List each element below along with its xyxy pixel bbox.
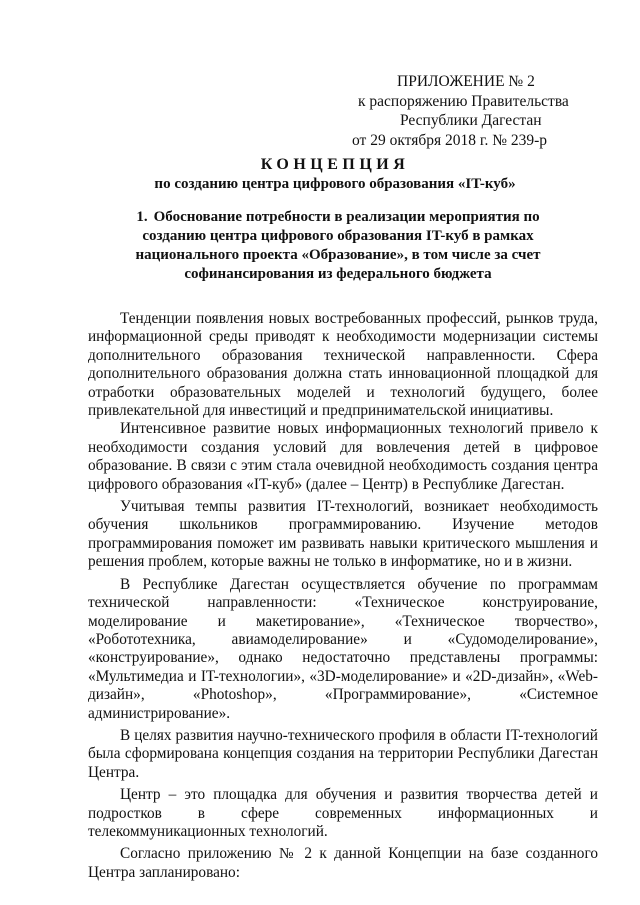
paragraph: Согласно приложению № 2 к данной Концепции на базе созданного Центра запланировано: bbox=[88, 845, 598, 881]
paragraph: Тенденции появления новых востребованных профессий, рынков труда, информационной среды приводят к необходимости модернизации системы дополнительного образования технической направленности. Сфера дополнительного образования должна стать инновационной площадкой для отработки образовательных моделей и технологий будущего, более привлекательной для инвестиций и предпринимательской инициативы. bbox=[88, 310, 598, 420]
annex-number: ПРИЛОЖЕНИЕ № 2 bbox=[397, 73, 535, 90]
paragraph: Учитывая темпы развития IT-технологий, возникает необходимость обучения школьников программированию. Изучение методов программирования поможет им развивать навыки критического мышления и решения проблем, которые важны не только в информатике, но и в жизни. bbox=[88, 498, 598, 571]
annex-header bbox=[345, 72, 585, 150]
annex-date: от 29 октября 2018 г. № 239-р bbox=[352, 131, 548, 149]
annex-republic: Республики Дагестан bbox=[400, 112, 542, 129]
paragraph: Центр – это площадка для обучения и развития творчества детей и подростков в сфере современных информационных и телекоммуникационных технологий. bbox=[88, 786, 598, 840]
document-body bbox=[88, 310, 598, 882]
document-title: КОНЦЕПЦИЯ bbox=[260, 156, 410, 173]
paragraph: В целях развития научно-технического профиля в области IT-технологий была сформирована концепция создания на территории Республики Дагестан Центра. bbox=[88, 726, 598, 781]
section-number: 1. bbox=[136, 209, 148, 225]
paragraph: Интенсивное развитие новых информационных технологий привело к необходимости создания условий для вовлечения детей в цифровое образование. В связи с этим стала очевидной необходимость создания центра цифрового образования «IT-куб» (далее – Центр) в Республике Дагестан. bbox=[88, 420, 598, 493]
document-subtitle: по созданию центра цифрового образования «IT-куб» bbox=[154, 176, 516, 192]
section-heading bbox=[118, 208, 558, 284]
annex-reference: к распоряжению Правительства bbox=[358, 92, 569, 110]
paragraph: В Республике Дагестан осуществляется обучение по программам технической направленности: «Техническое конструирование, моделирование и макетирование», «Техническое творчество», «Робототехника, авиамоделирование» и «Судомоделирование», «конструирование», однако недостаточно представлены программы: «Мультимедиа и IT-технологии», «3D-моделирование» и «2D-дизайн», «Web-дизайн», «Photoshop», «Программирование», «Системное администрирование». bbox=[88, 575, 598, 722]
section-heading-text: Обоснование потребности в реализации мероприятия по созданию центра цифрового образования IT-куб в рамках национального проекта «Образование», в том числе за счет софинансирования из федерального бюджета bbox=[135, 209, 541, 282]
